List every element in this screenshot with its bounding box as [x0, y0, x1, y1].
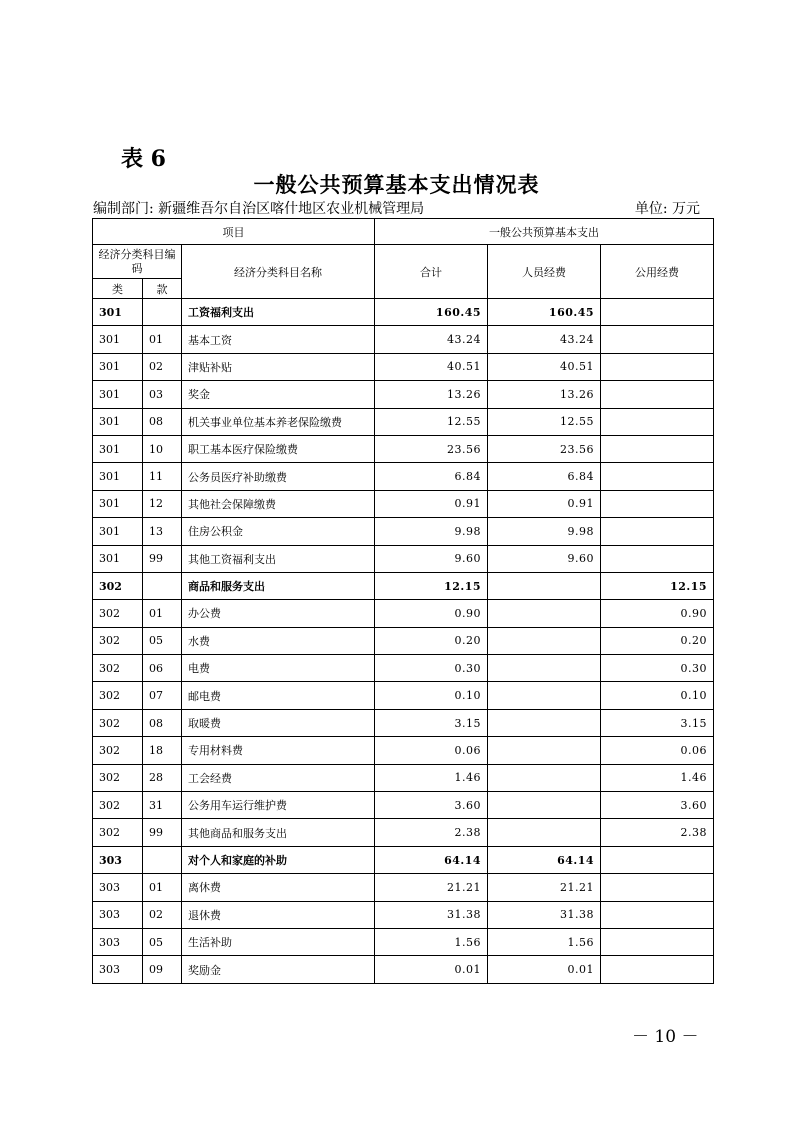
total-cell: 40.51	[375, 353, 488, 380]
total-cell: 0.20	[375, 627, 488, 654]
personnel-cell: 21.21	[488, 874, 601, 901]
subitem-cell: 99	[143, 545, 182, 572]
personnel-cell: 6.84	[488, 463, 601, 490]
public-cell: 3.60	[601, 792, 714, 819]
table-row	[93, 764, 714, 791]
public-cell	[601, 326, 714, 353]
total-cell: 0.90	[375, 600, 488, 627]
table-row	[93, 682, 714, 709]
table-row	[93, 627, 714, 654]
name-cell: 生活补助	[182, 928, 375, 955]
public-cell	[601, 463, 714, 490]
page-number: － 10 －	[632, 1027, 699, 1047]
category-cell: 303	[93, 956, 143, 983]
personnel-cell: 0.01	[488, 956, 601, 983]
subitem-cell: 05	[143, 627, 182, 654]
total-cell: 31.38	[375, 901, 488, 928]
category-cell: 301	[93, 545, 143, 572]
table-row	[93, 928, 714, 955]
public-cell: 0.30	[601, 655, 714, 682]
category-cell: 302	[93, 682, 143, 709]
subitem-cell: 09	[143, 956, 182, 983]
total-cell: 2.38	[375, 819, 488, 846]
category-cell: 301	[93, 490, 143, 517]
public-header: 公用经费	[601, 245, 714, 299]
category-cell: 302	[93, 600, 143, 627]
name-cell: 邮电费	[182, 682, 375, 709]
personnel-cell: 64.14	[488, 846, 601, 873]
personnel-cell	[488, 682, 601, 709]
table-row	[93, 463, 714, 490]
subitem-cell: 99	[143, 819, 182, 846]
total-cell: 1.56	[375, 928, 488, 955]
personnel-cell	[488, 819, 601, 846]
public-cell	[601, 490, 714, 517]
table-row	[93, 901, 714, 928]
personnel-cell: 31.38	[488, 901, 601, 928]
personnel-cell	[488, 737, 601, 764]
total-cell: 64.14	[375, 846, 488, 873]
category-cell: 301	[93, 353, 143, 380]
name-cell: 退休费	[182, 901, 375, 928]
category-cell: 302	[93, 819, 143, 846]
total-cell: 43.24	[375, 326, 488, 353]
public-cell: 3.15	[601, 709, 714, 736]
personnel-cell: 43.24	[488, 326, 601, 353]
total-cell: 12.15	[375, 572, 488, 599]
name-cell: 奖金	[182, 381, 375, 408]
category-cell: 301	[93, 435, 143, 462]
public-cell	[601, 928, 714, 955]
category-cell: 301	[93, 463, 143, 490]
public-cell	[601, 874, 714, 901]
table-row	[93, 819, 714, 846]
public-cell: 2.38	[601, 819, 714, 846]
total-cell: 9.60	[375, 545, 488, 572]
subitem-cell: 01	[143, 326, 182, 353]
total-cell: 3.60	[375, 792, 488, 819]
subitem-cell: 18	[143, 737, 182, 764]
subitem-cell: 10	[143, 435, 182, 462]
public-cell	[601, 381, 714, 408]
name-cell: 其他社会保障缴费	[182, 490, 375, 517]
public-cell	[601, 846, 714, 873]
category-cell: 302	[93, 572, 143, 599]
table-number: 表 6	[121, 146, 166, 172]
name-cell: 职工基本医疗保险缴费	[182, 435, 375, 462]
personnel-cell: 23.56	[488, 435, 601, 462]
table-row	[93, 518, 714, 545]
name-cell: 对个人和家庭的补助	[182, 846, 375, 873]
personnel-cell: 1.56	[488, 928, 601, 955]
total-cell: 6.84	[375, 463, 488, 490]
table-row	[93, 326, 714, 353]
personnel-cell	[488, 655, 601, 682]
subitem-cell: 03	[143, 381, 182, 408]
total-cell: 9.98	[375, 518, 488, 545]
column-header-row	[93, 245, 714, 279]
subitem-cell: 05	[143, 928, 182, 955]
name-cell: 办公费	[182, 600, 375, 627]
item-group-header: 项目	[93, 219, 375, 245]
table-row	[93, 435, 714, 462]
table-row	[93, 792, 714, 819]
name-cell: 津贴补贴	[182, 353, 375, 380]
category-cell: 303	[93, 874, 143, 901]
name-header: 经济分类科目名称	[182, 245, 375, 299]
personnel-cell	[488, 709, 601, 736]
public-cell: 0.90	[601, 600, 714, 627]
category-cell: 301	[93, 408, 143, 435]
table-row	[93, 846, 714, 873]
table-row	[93, 490, 714, 517]
total-cell: 160.45	[375, 299, 488, 326]
total-cell: 13.26	[375, 381, 488, 408]
name-cell: 公务员医疗补助缴费	[182, 463, 375, 490]
subitem-cell: 08	[143, 709, 182, 736]
public-cell	[601, 901, 714, 928]
unit-label: 单位: 万元	[634, 201, 700, 217]
personnel-cell: 9.98	[488, 518, 601, 545]
public-cell	[601, 353, 714, 380]
meta-row	[93, 198, 700, 218]
public-cell	[601, 518, 714, 545]
category-cell: 302	[93, 627, 143, 654]
subitem-cell: 07	[143, 682, 182, 709]
name-cell: 工会经费	[182, 764, 375, 791]
table-row	[93, 709, 714, 736]
category-cell: 303	[93, 928, 143, 955]
total-cell: 23.56	[375, 435, 488, 462]
table-row	[93, 408, 714, 435]
subitem-cell: 11	[143, 463, 182, 490]
public-cell	[601, 299, 714, 326]
total-cell: 0.10	[375, 682, 488, 709]
subitem-cell: 28	[143, 764, 182, 791]
subitem-cell: 06	[143, 655, 182, 682]
public-cell: 0.20	[601, 627, 714, 654]
category-header: 类	[93, 279, 143, 299]
name-cell: 离休费	[182, 874, 375, 901]
subitem-cell: 01	[143, 874, 182, 901]
table-row	[93, 381, 714, 408]
personnel-cell: 160.45	[488, 299, 601, 326]
personnel-cell: 13.26	[488, 381, 601, 408]
personnel-cell: 40.51	[488, 353, 601, 380]
total-cell: 0.06	[375, 737, 488, 764]
category-cell: 301	[93, 381, 143, 408]
subitem-cell	[143, 299, 182, 326]
total-cell: 0.01	[375, 956, 488, 983]
category-cell: 301	[93, 299, 143, 326]
name-cell: 基本工资	[182, 326, 375, 353]
name-cell: 电费	[182, 655, 375, 682]
subitem-cell: 02	[143, 353, 182, 380]
page-title: 一般公共预算基本支出情况表	[253, 172, 540, 197]
subitem-cell: 08	[143, 408, 182, 435]
table-row	[93, 956, 714, 983]
personnel-cell	[488, 764, 601, 791]
public-cell	[601, 956, 714, 983]
subitem-cell: 31	[143, 792, 182, 819]
personnel-cell	[488, 572, 601, 599]
subitem-cell: 01	[143, 600, 182, 627]
public-cell	[601, 408, 714, 435]
public-cell: 0.06	[601, 737, 714, 764]
table-row	[93, 737, 714, 764]
name-cell: 工资福利支出	[182, 299, 375, 326]
name-cell: 公务用车运行维护费	[182, 792, 375, 819]
table-row	[93, 299, 714, 326]
public-cell: 12.15	[601, 572, 714, 599]
subitem-cell: 02	[143, 901, 182, 928]
name-cell: 专用材料费	[182, 737, 375, 764]
total-cell: 21.21	[375, 874, 488, 901]
budget-table	[92, 218, 714, 984]
table-row	[93, 600, 714, 627]
subitem-header: 款	[143, 279, 182, 299]
name-cell: 住房公积金	[182, 518, 375, 545]
table-row	[93, 655, 714, 682]
public-cell	[601, 435, 714, 462]
table-body	[93, 299, 714, 984]
category-cell: 302	[93, 792, 143, 819]
personnel-header: 人员经费	[488, 245, 601, 299]
group-header-row	[93, 219, 714, 245]
personnel-cell: 9.60	[488, 545, 601, 572]
category-cell: 303	[93, 846, 143, 873]
subitem-cell	[143, 846, 182, 873]
category-cell: 302	[93, 655, 143, 682]
name-cell: 其他商品和服务支出	[182, 819, 375, 846]
public-cell: 0.10	[601, 682, 714, 709]
category-cell: 303	[93, 901, 143, 928]
name-cell: 奖励金	[182, 956, 375, 983]
public-cell: 1.46	[601, 764, 714, 791]
subitem-cell	[143, 572, 182, 599]
personnel-cell	[488, 627, 601, 654]
total-header: 合计	[375, 245, 488, 299]
personnel-cell: 12.55	[488, 408, 601, 435]
personnel-cell: 0.91	[488, 490, 601, 517]
subitem-cell: 12	[143, 490, 182, 517]
name-cell: 取暖费	[182, 709, 375, 736]
personnel-cell	[488, 792, 601, 819]
department-label: 编制部门: 新疆维吾尔自治区喀什地区农业机械管理局	[93, 201, 425, 217]
category-cell: 302	[93, 737, 143, 764]
table-row	[93, 353, 714, 380]
total-cell: 0.30	[375, 655, 488, 682]
personnel-cell	[488, 600, 601, 627]
expense-group-header: 一般公共预算基本支出	[375, 219, 714, 245]
total-cell: 0.91	[375, 490, 488, 517]
name-cell: 水费	[182, 627, 375, 654]
total-cell: 1.46	[375, 764, 488, 791]
category-cell: 301	[93, 518, 143, 545]
public-cell	[601, 545, 714, 572]
table-row	[93, 572, 714, 599]
category-cell: 302	[93, 764, 143, 791]
total-cell: 3.15	[375, 709, 488, 736]
code-group-header: 经济分类科目编码	[93, 245, 182, 279]
total-cell: 12.55	[375, 408, 488, 435]
table-row	[93, 874, 714, 901]
category-cell: 301	[93, 326, 143, 353]
name-cell: 机关事业单位基本养老保险缴费	[182, 408, 375, 435]
table-row	[93, 545, 714, 572]
category-cell: 302	[93, 709, 143, 736]
name-cell: 其他工资福利支出	[182, 545, 375, 572]
name-cell: 商品和服务支出	[182, 572, 375, 599]
subitem-cell: 13	[143, 518, 182, 545]
